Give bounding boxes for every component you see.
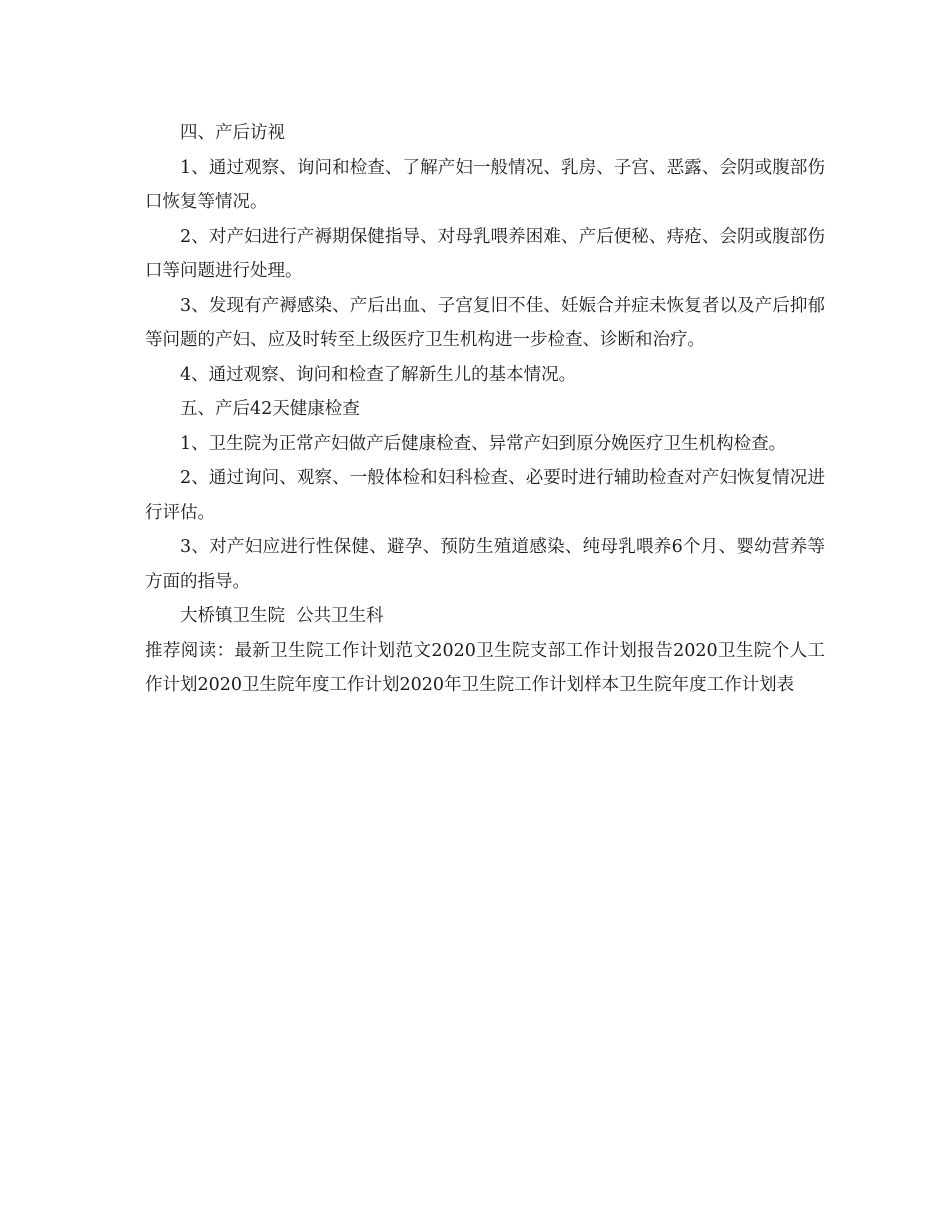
paragraph: 2、通过询问、观察、一般体检和妇科检查、必要时进行辅助检查对产妇恢复情况进行评估。 [145, 468, 825, 523]
section-heading-postpartum-visit: 四、产后访视 [180, 123, 285, 143]
paragraph: 3、发现有产褥感染、产后出血、子宫复旧不佳、妊娠合并症未恢复者以及产后抑郁等问题的产妇、应及时转至上级医疗卫生机构进一步检查、诊断和治疗。 [145, 295, 825, 350]
paragraph: 1、通过观察、询问和检查、了解产妇一般情况、乳房、子宫、恶露、会阴或腹部伤口恢复等情况。 [145, 157, 825, 212]
signature-line: 大桥镇卫生院 公共卫生科 [180, 606, 384, 626]
document-body [145, 116, 825, 703]
paragraph: 2、对产妇进行产褥期保健指导、对母乳喂养困难、产后便秘、痔疮、会阴或腹部伤口等问题进行处理。 [145, 226, 825, 281]
recommended-reading: 推荐阅读：最新卫生院工作计划范文2020卫生院支部工作计划报告2020卫生院个人工作计划2020卫生院年度工作计划2020年卫生院工作计划样本卫生院年度工作计划表 [145, 640, 825, 695]
paragraph: 1、卫生院为正常产妇做产后健康检查、异常产妇到原分娩医疗卫生机构检查。 [180, 433, 787, 454]
paragraph: 4、通过观察、询问和检查了解新生儿的基本情况。 [180, 364, 577, 385]
paragraph: 3、对产妇应进行性保健、避孕、预防生殖道感染、纯母乳喂养6个月、婴幼营养等方面的指导。 [145, 537, 825, 592]
section-heading-42-day-check: 五、产后42天健康检查 [180, 399, 360, 419]
